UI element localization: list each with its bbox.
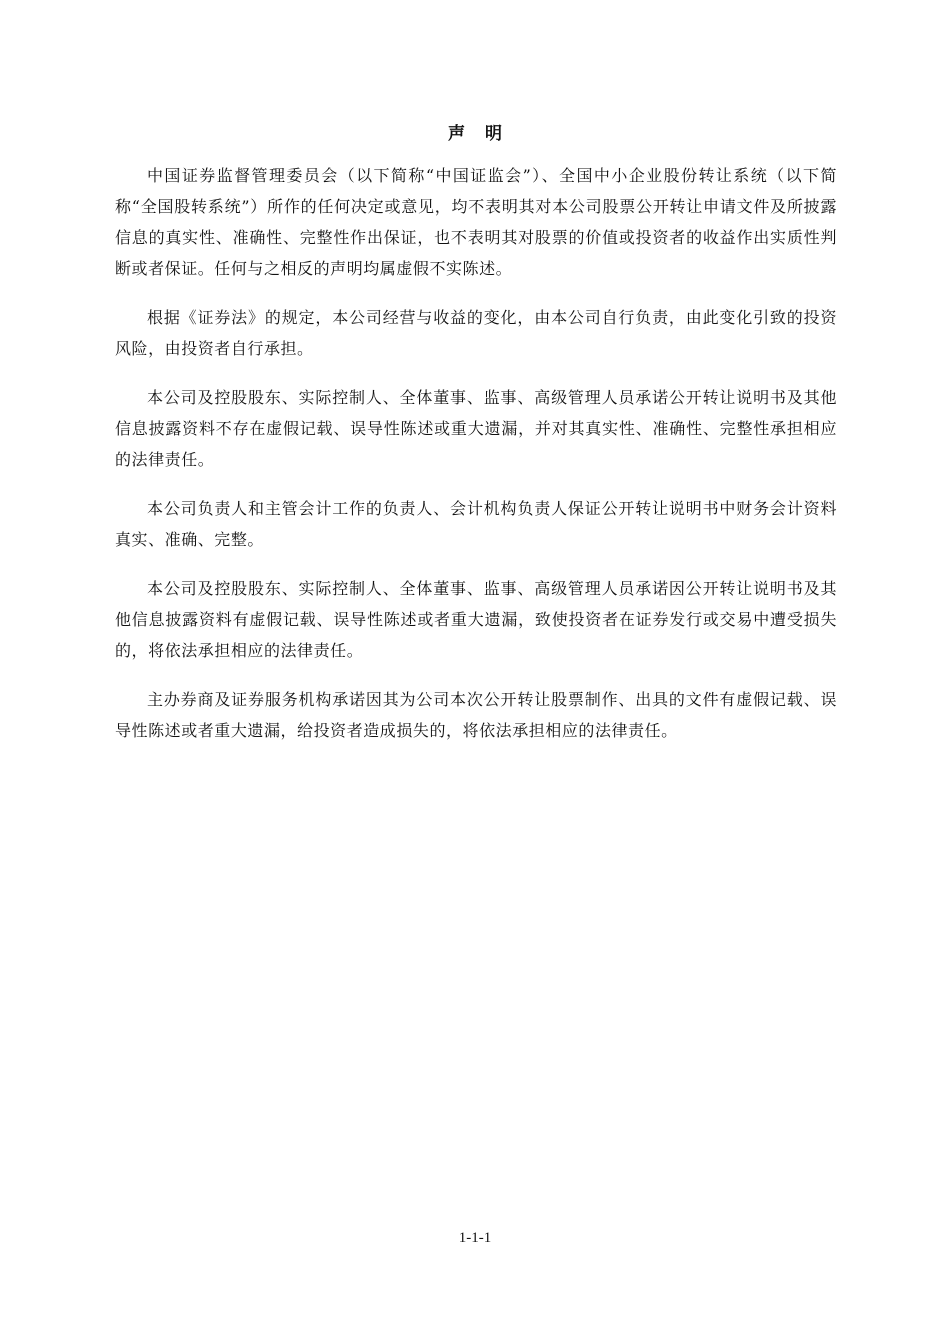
paragraph: 本公司及控股股东、实际控制人、全体董事、监事、高级管理人员承诺因公开转让说明书及其他信息披露资料有虚假记载、误导性陈述或者重大遗漏，致使投资者在证券发行或交易中遭受损失的，将依法承担相应的法律责任。 xyxy=(115,579,837,660)
page-title-char: 明 xyxy=(485,124,502,144)
paragraph: 中国证券监督管理委员会（以下简称“中国证监会”）、全国中小企业股份转让系统（以下简称“全国股转系统”）所作的任何决定或意见，均不表明其对本公司股票公开转让申请文件及所披露信息的真实性、准确性、完整性作出保证，也不表明其对股票的价值或投资者的收益作出实质性判断或者保证。任何与之相反的声明均属虚假不实陈述。 xyxy=(115,166,837,278)
page-number: 1-1-1 xyxy=(458,1230,492,1246)
paragraph: 根据《证券法》的规定，本公司经营与收益的变化，由本公司自行负责，由此变化引致的投资风险，由投资者自行承担。 xyxy=(115,308,837,358)
page-title-char: 声 xyxy=(448,124,465,144)
paragraph: 本公司及控股股东、实际控制人、全体董事、监事、高级管理人员承诺公开转让说明书及其他信息披露资料不存在虚假记载、误导性陈述或重大遗漏，并对其真实性、准确性、完整性承担相应的法律责任。 xyxy=(115,388,837,469)
paragraph: 主办券商及证券服务机构承诺因其为公司本次公开转让股票制作、出具的文件有虚假记载、误导性陈述或者重大遗漏，给投资者造成损失的，将依法承担相应的法律责任。 xyxy=(115,690,837,740)
paragraph: 本公司负责人和主管会计工作的负责人、会计机构负责人保证公开转让说明书中财务会计资料真实、准确、完整。 xyxy=(115,499,837,549)
page-title xyxy=(0,122,950,146)
declaration-body xyxy=(115,160,837,764)
